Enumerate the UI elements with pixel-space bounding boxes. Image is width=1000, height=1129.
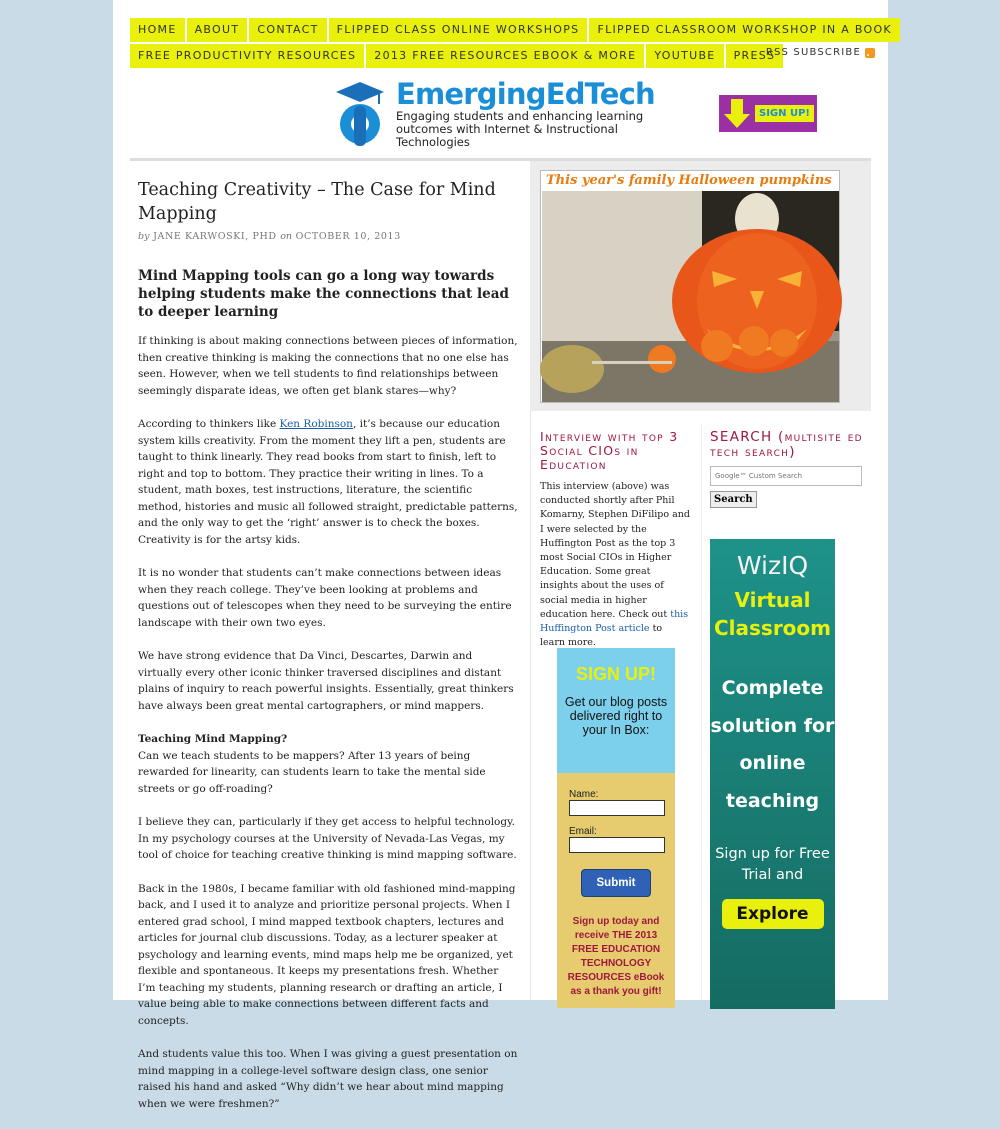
paragraph-6: I believe they can, particularly if they get access to helpful technology. In my psychology courses at the University of Nevada-Las Vegas, my tool of choice for teaching creative thinking is mind mapping software. xyxy=(138,816,517,861)
pumpkin-widget xyxy=(530,161,871,411)
rss-subscribe-link[interactable] xyxy=(766,47,875,58)
paragraph-8: And students value this too. When I was giving a guest presentation on mind mapping in a college-level software design class, one senior raised his hand and asked “Why didn’t we hear about mind mapping when we were freshmen?” xyxy=(138,1048,518,1110)
signup-description: Get our blog posts delivered right to your In Box: xyxy=(564,695,668,737)
byline-by: by xyxy=(138,231,150,242)
post-date: OCTOBER 10, 2013 xyxy=(295,231,401,242)
subheading-teaching-mind-mapping: Teaching Mind Mapping? xyxy=(138,733,288,745)
post-author[interactable]: JANE KARWOSKI, PHD xyxy=(153,231,277,242)
nav-flipped-workshops[interactable]: FLIPPED CLASS ONLINE WORKSHOPS xyxy=(329,18,588,42)
sidebar-column-separator xyxy=(701,425,702,1000)
signup-title: SIGN UP! xyxy=(575,664,656,684)
name-label: Name: xyxy=(569,789,599,800)
pumpkin-caption: This year's family Halloween pumpkins xyxy=(546,173,832,188)
pumpkin-frame[interactable] xyxy=(540,170,840,403)
logo-title: EmergingEdTech xyxy=(396,76,655,111)
submit-button[interactable]: Submit xyxy=(581,869,651,897)
paragraph-2 xyxy=(138,416,518,548)
wiziq-explore-button[interactable]: Explore xyxy=(722,899,824,929)
search-heading: SEARCH (multisite ed tech search) xyxy=(710,429,863,460)
paragraph-2-rest: , it’s because our education system kills creativity. From the moment they lift a pen, students are taught to think linearly. They read books from start to finish, left to right and top to bottom. They practice their writing in lines. To a student, math boxes, test instructions, literature, the scientific method, histories and music all followed straight, predictable patterns, and the only way to get the ‘right’ answer is to check the boxes. Creativity is for the artsy kids. xyxy=(138,418,518,546)
paragraph-1: If thinking is about making connections between pieces of information, then creative thinking is making the connections that no one else has seen. However, when we tell students to find relationships between seemingly disparate ideas, we often get blank stares—why? xyxy=(138,335,518,397)
search-button[interactable]: Search xyxy=(710,491,757,508)
signup-header xyxy=(557,648,675,773)
search-input[interactable] xyxy=(710,466,862,486)
logo-tagline xyxy=(396,110,667,149)
halloween-pumpkin-photo xyxy=(542,191,839,402)
nav-row-1 xyxy=(130,18,892,42)
rss-icon xyxy=(865,48,875,58)
interview-text xyxy=(540,480,690,650)
interview-heading: Interview with top 3 Social CIOs in Education xyxy=(540,429,679,472)
interview-body: This interview (above) was conducted shortly after Phil Komarny, Stephen DiFilipo and I were selected by the Huffington Post as the top 3 most Social CIOs in Higher Education. Some great insights about the uses of social media in higher education here. Check out xyxy=(540,481,690,620)
huffington-post-link[interactable]: this Huffington Post article xyxy=(540,608,689,635)
post-lead: Mind Mapping tools can go a long way towards helping students make the connections that lead to deeper learning xyxy=(138,268,509,320)
nav-row-2 xyxy=(130,44,875,68)
post-byline xyxy=(138,231,518,242)
logo-tagline-line-2: outcomes with Internet & Instructional Technologies xyxy=(396,121,618,149)
site-logo[interactable] xyxy=(332,76,667,150)
nav-flipped-book[interactable]: FLIPPED CLASSROOM WORKSHOP IN A BOOK xyxy=(589,18,900,42)
byline-on: on xyxy=(280,231,293,242)
paragraph-7: Back in the 1980s, I became familiar with old fashioned mind-mapping back, and I used it to analyze and prioritize personal projects. When I entered grad school, I mind mapped textbook chapters, lectures and articles for journal club discussions. Today, as a lecturer speaker at psychology and learning events, mind maps help me be organized, yet flexible and spontaneous. It keeps my presentations fresh. Whether I’m teaching my students, planning research or drafting an article, I value being able to make connections between different facts and concepts. xyxy=(138,882,516,1027)
interview-tail: to learn more. xyxy=(540,623,663,649)
wiziq-body: Complete solution for online teaching xyxy=(710,677,835,812)
email-field[interactable] xyxy=(569,837,665,853)
wiziq-ad[interactable] xyxy=(710,539,835,1009)
ken-robinson-link[interactable]: Ken Robinson xyxy=(279,418,353,430)
search-widget xyxy=(710,430,865,508)
paragraph-5: Can we teach students to be mappers? After 13 years of being rewarded for linearity, can students learn to take the mental side streets or go off-roading? xyxy=(138,749,486,795)
graduation-cap-logo-icon xyxy=(332,78,388,148)
paragraph-4: We have strong evidence that Da Vinci, Descartes, Darwin and virtually every other iconic thinker traversed disciplines and distant plains of inquiry to reach powerful insights. Essentially, great thinkers have always been great mental cartographers, or mind mappers. xyxy=(138,650,514,712)
signup-promo-text: Sign up today and receive THE 2013 FREE EDUCATION TECHNOLOGY RESOURCES eBook as a thank you gift! xyxy=(567,916,665,997)
wiziq-subtitle: Virtual Classroom xyxy=(713,588,832,640)
down-arrow-icon xyxy=(723,97,751,130)
logo-tagline-line-1: Engaging students and enhancing learning xyxy=(396,108,644,123)
post-content xyxy=(138,178,518,1129)
name-field[interactable] xyxy=(569,800,665,816)
email-label: Email: xyxy=(569,826,597,837)
wiziq-brand: WizIQ xyxy=(736,551,809,580)
signup-form-widget xyxy=(557,648,675,1008)
nav-home[interactable]: HOME xyxy=(130,18,185,42)
nav-youtube[interactable]: YOUTUBE xyxy=(646,44,723,68)
signup-banner-label: SIGN UP! xyxy=(755,105,814,122)
logo-text xyxy=(396,78,667,149)
post-title[interactable]: Teaching Creativity – The Case for Mind Mapping xyxy=(138,180,496,224)
nav-productivity[interactable]: FREE PRODUCTIVITY RESOURCES xyxy=(130,44,364,68)
page xyxy=(113,0,892,1110)
interview-widget xyxy=(540,430,690,650)
main-navigation xyxy=(130,18,892,70)
nav-about[interactable]: ABOUT xyxy=(187,18,248,42)
nav-ebook[interactable]: 2013 FREE RESOURCES EBOOK & MORE xyxy=(366,44,644,68)
nav-contact[interactable]: CONTACT xyxy=(249,18,326,42)
wiziq-trial-text: Sign up for Free Trial and xyxy=(715,846,830,883)
rss-label: RSS SUBSCRIBE xyxy=(765,47,861,58)
paragraph-2-start: According to thinkers like xyxy=(138,418,280,430)
signup-banner[interactable] xyxy=(719,95,817,132)
paragraph-3: It is no wonder that students can’t make connections between ideas when they reach college. They’ve been looking at problems and questions out of telescopes when they need to be surveying the entire landscape with their own two eyes. xyxy=(138,567,512,629)
nav-press[interactable]: PRESS xyxy=(726,44,784,68)
